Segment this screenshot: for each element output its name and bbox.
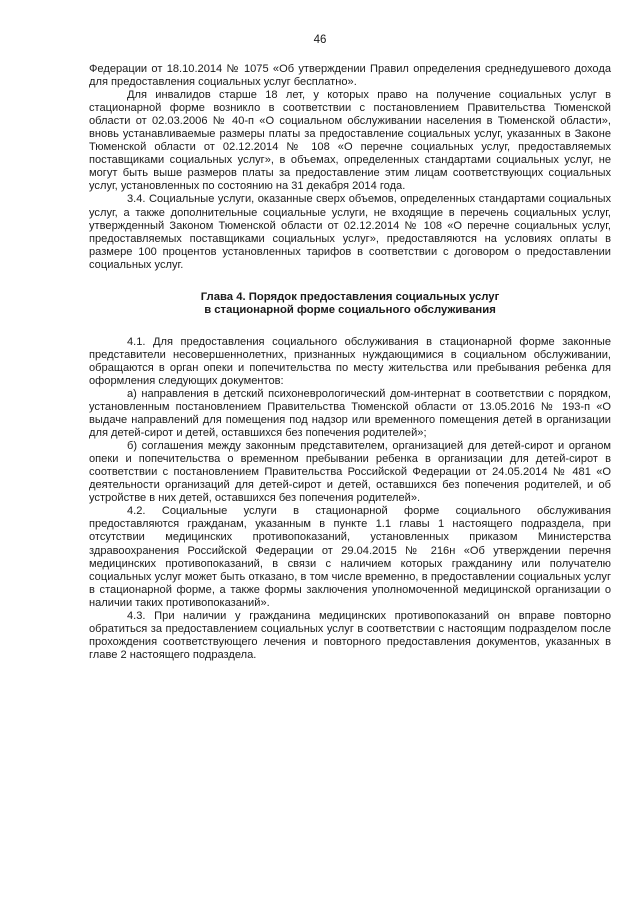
chapter-heading bbox=[89, 291, 611, 318]
paragraph-4-3: 4.3. При наличии у гражданина медицинских противопоказаний он вправе повторно обратиться за предоставлением социальных услуг в соответствии с настоящим подразделом после прохождения соответствующего лечения и повторного предоставления документов, указанных в главе 2 настоящего подраздела. bbox=[89, 609, 611, 661]
paragraph-3-4: 3.4. Социальные услуги, оказанные сверх объемов, определенных стандартами социальных услуг, а также дополнительные социальные услуги, не входящие в перечень социальных услуг, утвержденный Законом Тюменской области от 02.12.2014 № 108 «О перечне социальных услуг, предоставляемых поставщиками социальных услуг», предоставляются на условиях оплаты в размере 100 процентов установленных тарифов в соответствии с договором о предоставлении социальных услуг. bbox=[89, 193, 611, 271]
paragraph-4-1: 4.1. Для предоставления социального обслуживания в стационарной форме законные представители несовершеннолетних, признанных нуждающимися в социальном обслуживании, обращаются в орган опеки и попечительства по месту жительства или пребывания ребенка для оформления следующих документов: bbox=[89, 335, 611, 387]
paragraph-continuation: Федерации от 18.10.2014 № 1075 «Об утверждении Правил определения среднедушевого дохода для предоставления социальных услуг бесплатно». bbox=[89, 63, 611, 89]
chapter-heading-line-1: Глава 4. Порядок предоставления социальных услуг bbox=[200, 290, 500, 303]
paragraph-4-2: 4.2. Социальные услуги в стационарной форме социального обслуживания предоставляются гражданам, указанным в пункте 1.1 главы 1 настоящего подраздела, при отсутствии медицинских противопоказаний, установленных приказом Министерства здравоохранения Российской Федерации от 29.04.2015 № 216н «Об утверждении перечня медицинских противопоказаний, в связи с наличием которых гражданину или получателю социальных услуг может быть отказано, в том числе временно, в предоставлении социальных услуг в стационарной форме, а также формы заключения уполномоченной медицинской организации о наличии таких противопоказаний». bbox=[89, 505, 611, 609]
paragraph-disabled-adults: Для инвалидов старше 18 лет, у которых право на получение социальных услуг в стационарной форме возникло в соответствии с постановлением Правительства Тюменской области от 02.03.2006 № 40-п «О социальном обслуживании населения в Тюменской области», вновь устанавливаемые размеры платы за предоставление социальных услуг, указанных в Законе Тюменской области от 02.12.2014 № 108 «О перечне социальных услуг, предоставляемых поставщиками социальных услуг», в объемах, определенных стандартами социальных услуг, не могут быть выше размеров платы за предоставление этим лицам соответствующих социальных услуг, установленных по состоянию на 31 декабря 2014 года. bbox=[89, 89, 611, 193]
document-body bbox=[89, 63, 611, 662]
chapter-heading-line-2: в стационарной форме социального обслуживания bbox=[204, 304, 496, 317]
paragraph-4-1-a: а) направления в детский психоневрологический дом-интернат в соответствии с порядком, установленным постановлением Правительства Тюменской области от 13.05.2016 № 193-п «О выдаче направлений для помещения под надзор или временного помещения детей в организации для детей-сирот и детей, оставшихся без попечения родителей»; bbox=[89, 387, 611, 440]
page-number: 46 bbox=[313, 34, 327, 46]
paragraph-4-1-b: б) соглашения между законным представителем, организацией для детей-сирот и органом опеки и попечительства о временном пребывании ребенка в организации для детей-сирот в соответствии с постановлением Правительства Российской Федерации от 24.05.2014 № 481 «О деятельности организаций для детей-сирот и детей, оставшихся без попечения родителей, и об устройстве в них детей, оставшихся без попечения родителей». bbox=[89, 440, 611, 505]
